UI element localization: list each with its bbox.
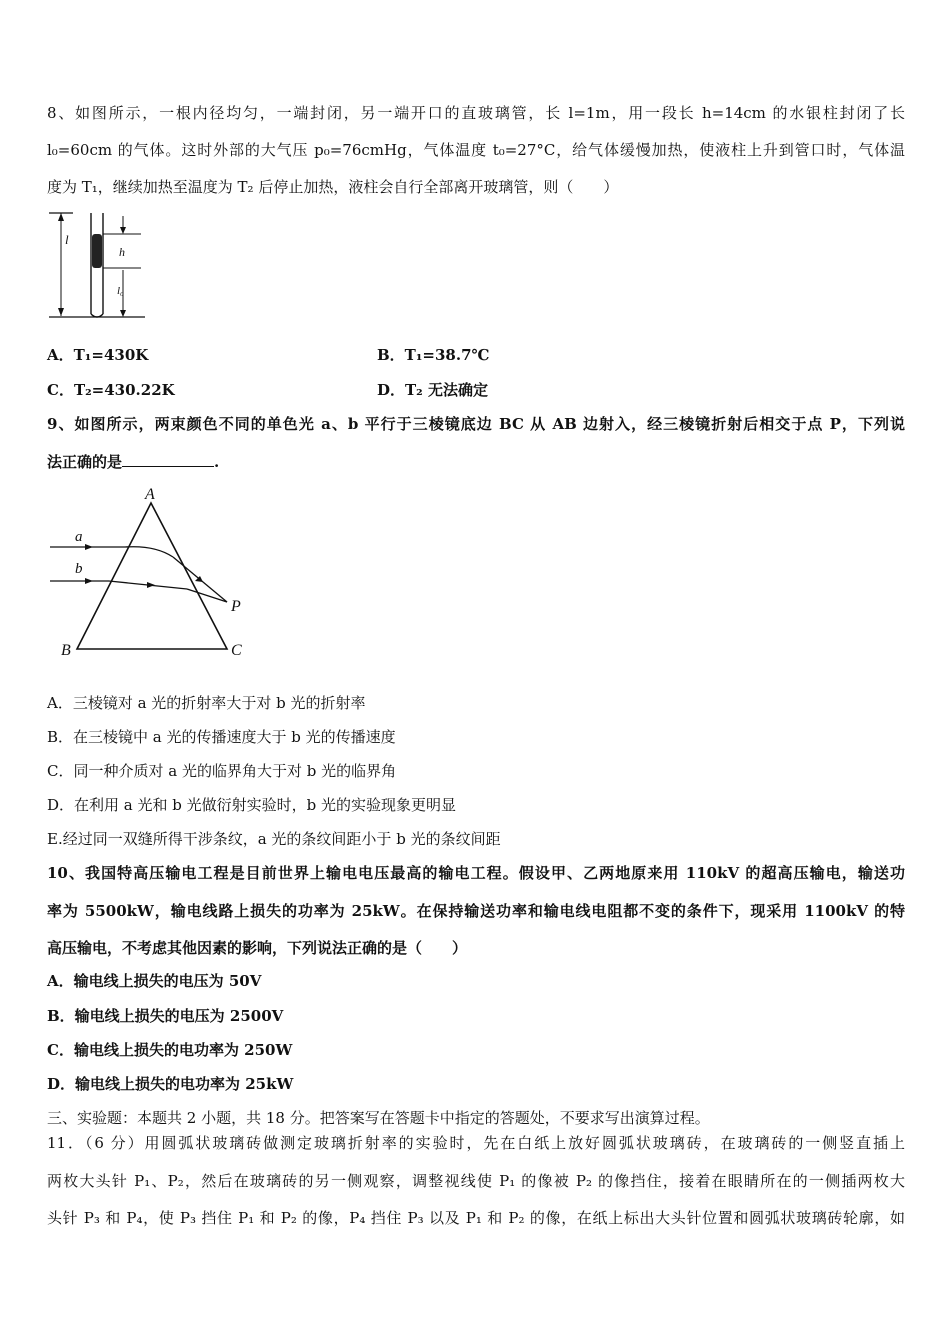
q10-option-d: D．输电线上损失的电功率为 25kW [47, 1075, 294, 1093]
q8-option-a: A．T₁=430K [47, 346, 149, 364]
glass-tube-figure [45, 208, 155, 324]
prism-figure [45, 485, 255, 663]
q9-option-b: B．在三棱镜中 a 光的传播速度大于 b 光的传播速度 [47, 728, 396, 746]
label-h: h [119, 245, 125, 259]
q9-line-1: 9、如图所示，两束颜色不同的单色光 a、b 平行于三棱镜底边 BC 从 AB 边射入，经三棱镜折射后相交于点 P，下列说 [47, 415, 905, 433]
label-C: C [231, 642, 242, 659]
q9-option-d: D．在利用 a 光和 b 光做衍射实验时，b 光的实验现象更明显 [47, 796, 457, 814]
q10-line-1: 10、我国特高压输电工程是目前世界上输电电压最高的输电工程。假设甲、乙两地原来用 110kV 的超高压输电，输送功 [47, 864, 905, 882]
answer-blank [122, 452, 214, 467]
q9-line-2-end: . [214, 453, 220, 471]
label-l0: l₀ [117, 285, 124, 297]
q11-line-3: 头针 P₃ 和 P₄，使 P₃ 挡住 P₁ 和 P₂ 的像，P₄ 挡住 P₃ 以及 P₁ 和 P₂ 的像，在纸上标出大头针位置和圆弧状玻璃砖轮廓，如 [47, 1209, 905, 1227]
q10-option-c: C．输电线上损失的电功率为 250W [47, 1041, 293, 1059]
label-a: a [75, 529, 83, 545]
label-A: A [145, 486, 155, 503]
label-B: B [61, 642, 71, 659]
label-l: l [65, 232, 69, 247]
q8-option-b: B．T₁=38.7℃ [377, 346, 490, 364]
q10-line-3: 高压输电，不考虑其他因素的影响，下列说法正确的是（ ） [47, 939, 468, 957]
q8-option-d: D．T₂ 无法确定 [377, 381, 488, 399]
q8-line-1: 8、如图所示，一根内径均匀，一端封闭，另一端开口的直玻璃管，长 l=1m，用一段长 h=14cm 的水银柱封闭了长 [47, 104, 905, 122]
section-3-heading: 三、实验题：本题共 2 小题，共 18 分。把答案写在答题卡中指定的答题处，不要求写出演算过程。 [47, 1109, 710, 1127]
q8-line-3: 度为 T₁，继续加热至温度为 T₂ 后停止加热，液柱会自行全部离开玻璃管，则（ ） [47, 178, 619, 196]
q11-line-1: 11．（6 分）用圆弧状玻璃砖做测定玻璃折射率的实验时，先在白纸上放好圆弧状玻璃砖，在玻璃砖的一侧竖直插上 [47, 1134, 905, 1152]
q10-option-b: B．输电线上损失的电压为 2500V [47, 1007, 284, 1025]
q10-line-2: 率为 5500kW，输电线路上损失的功率为 25kW。在保持输送功率和输电线电阻都不变的条件下，现采用 1100kV 的特 [47, 902, 905, 920]
q9-line-2-text: 法正确的是 [47, 453, 123, 471]
q9-option-c: C．同一种介质对 a 光的临界角大于对 b 光的临界角 [47, 762, 397, 780]
label-P: P [231, 598, 241, 615]
q11-line-2: 两枚大头针 P₁、P₂，然后在玻璃砖的另一侧观察，调整视线使 P₁ 的像被 P₂ 的像挡住，接着在眼睛所在的一侧插两枚大 [47, 1172, 905, 1190]
q8-line-2: l₀=60cm 的气体。这时外部的大气压 p₀=76cmHg，气体温度 t₀=27°C，给气体缓慢加热，使液柱上升到管口时，气体温 [47, 141, 905, 159]
q9-option-a: A．三棱镜对 a 光的折射率大于对 b 光的折射率 [47, 694, 366, 712]
q8-option-c: C．T₂=430.22K [47, 381, 175, 399]
q9-line-2 [47, 452, 219, 472]
q9-option-e: E.经过同一双缝所得干涉条纹，a 光的条纹间距小于 b 光的条纹间距 [47, 830, 501, 848]
label-b: b [75, 561, 83, 577]
q10-option-a: A．输电线上损失的电压为 50V [47, 972, 262, 990]
